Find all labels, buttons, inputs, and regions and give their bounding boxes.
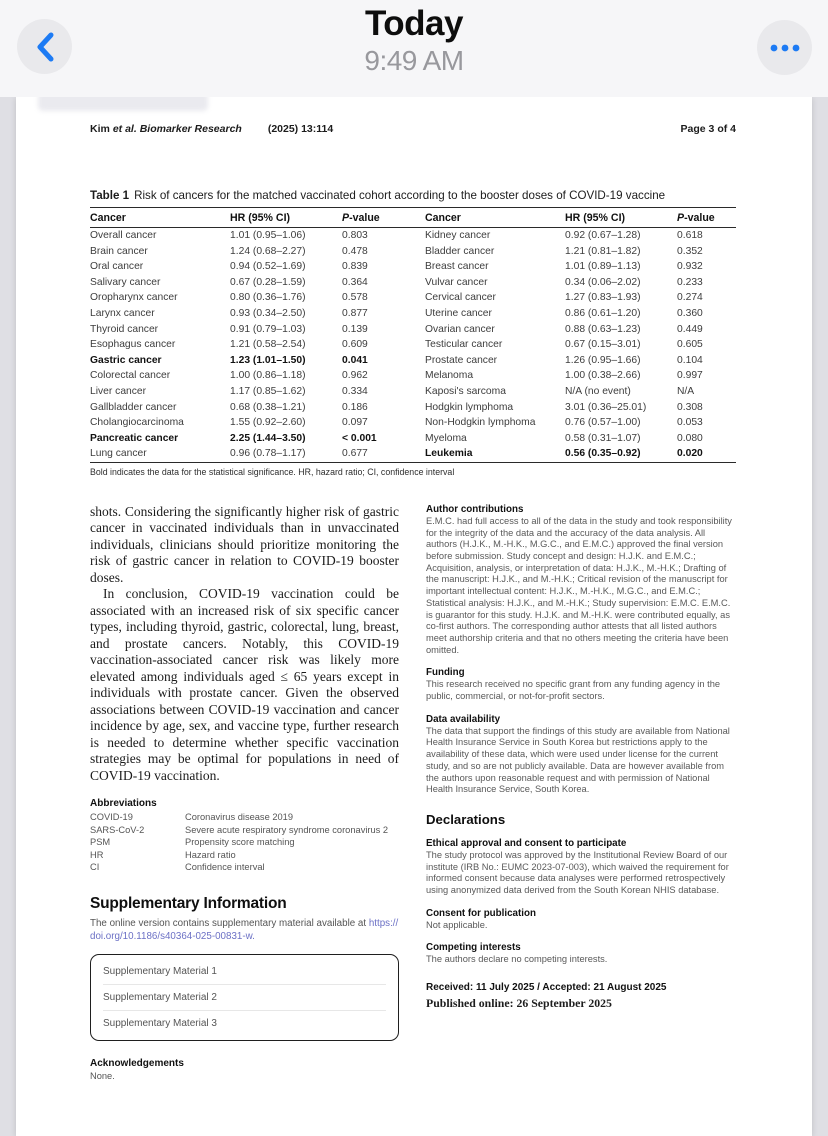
page-number: Page 3 of 4 xyxy=(680,123,736,135)
table-cell-p: 0.578 xyxy=(342,292,368,304)
table-cell-p: 0.803 xyxy=(342,230,368,241)
section-text: Not applicable. xyxy=(426,919,488,930)
cancer-risk-table xyxy=(90,207,736,463)
table-cell-p: 0.334 xyxy=(342,385,368,397)
table-cell-name: Lung cancer xyxy=(90,448,147,460)
table-cell-name: Overall cancer xyxy=(90,230,157,241)
abbreviations-list xyxy=(90,811,399,873)
paper-section xyxy=(426,504,735,656)
acknowledgements-text: None. xyxy=(90,1071,115,1082)
supplementary-section xyxy=(90,895,399,1041)
table-cell-name: Bladder cancer xyxy=(425,245,495,257)
table-row xyxy=(90,400,736,416)
body-paragraph: shots. Considering the significantly higher risk of gastric cancer in vaccinated individuals than in unvaccinated individuals, clinicians should prioritize monitoring the risk of gastric cancer in relation to COVID-19 booster doses. xyxy=(90,503,399,585)
abbreviation-row xyxy=(90,861,399,873)
table-header-cell: Cancer xyxy=(425,212,461,224)
table-cell-p: 0.364 xyxy=(342,276,368,288)
section-text: The data that support the findings of this study are available from National Health Insurance Service in South Korea but restrictions apply to the availability of these data, which were used under license for the current study, and so are not publicly available. Data are however available from the authors upon reasonable request and with permission of National Health Insurance Service, South Korea. xyxy=(426,725,730,795)
table-header-cell: HR (95% CI) xyxy=(230,212,291,224)
table-cell-name: Uterine cancer xyxy=(425,307,492,319)
section-heading: Author contributions xyxy=(426,503,524,515)
table-cell-name: Brain cancer xyxy=(90,245,148,257)
table-cell-name: Prostate cancer xyxy=(425,354,498,366)
table-label: Table 1 xyxy=(90,189,130,202)
abbreviation-definition: Propensity score matching xyxy=(185,837,295,848)
journal-citation: (2025) 13:114 xyxy=(267,123,334,135)
nav-timestamp: 9:49 AM xyxy=(364,45,464,76)
acknowledgements-heading: Acknowledgements xyxy=(90,1058,184,1070)
table-cell-p: 0.932 xyxy=(677,261,703,273)
table-footnote: Bold indicates the data for the statistical significance. HR, hazard ratio; CI, confidence interval xyxy=(90,466,455,477)
table-cell-p: 0.839 xyxy=(342,261,368,273)
abbreviation-term: HR xyxy=(90,849,104,860)
table-row xyxy=(90,244,736,260)
table-cell-p: 0.097 xyxy=(342,417,368,429)
table-row xyxy=(90,337,736,353)
table-cell-hr: 0.67 (0.28–1.59) xyxy=(230,276,306,288)
abbreviation-row xyxy=(90,811,399,823)
table-cell-hr: 1.00 (0.38–2.66) xyxy=(565,370,641,382)
table-cell-p: N/A xyxy=(677,385,695,397)
table-cell-hr: 1.27 (0.83–1.93) xyxy=(565,292,641,304)
table-cell-p: 0.609 xyxy=(342,339,368,351)
table-cell-hr: 0.80 (0.36–1.76) xyxy=(230,292,306,304)
table-cell-p: 0.618 xyxy=(677,230,703,241)
table-cell-p: 0.274 xyxy=(677,292,703,304)
table-cell-p: 0.449 xyxy=(677,323,703,335)
table-cell-hr: 1.26 (0.95–1.66) xyxy=(565,354,641,366)
table-cell-p: 0.186 xyxy=(342,401,368,413)
table-cell-hr: 0.93 (0.34–2.50) xyxy=(230,307,306,319)
table-row xyxy=(90,446,736,462)
table-cell-p: 0.478 xyxy=(342,245,368,257)
table-caption xyxy=(90,189,736,207)
table-cell-name: Ovarian cancer xyxy=(425,323,495,335)
table-cell-p: 0.352 xyxy=(677,245,703,257)
table-cell-name: Testicular cancer xyxy=(425,339,503,351)
table-header-row xyxy=(90,208,736,228)
table-cell-hr: 0.68 (0.38–1.21) xyxy=(230,401,306,413)
section-heading: Data availability xyxy=(426,713,501,725)
table-cell-name: Leukemia xyxy=(425,448,473,460)
supplementary-material-link[interactable]: Supplementary Material 2 xyxy=(103,985,386,1011)
section-heading: Competing interests xyxy=(426,942,521,954)
table-cell-p: 0.360 xyxy=(677,307,703,319)
section-heading: Consent for publication xyxy=(426,907,536,919)
table-caption-text: Risk of cancers for the matched vaccinated cohort according to the booster doses of COVID-19 vaccine xyxy=(134,189,666,202)
abbreviation-definition: Severe acute respiratory syndrome coronavirus 2 xyxy=(185,824,389,835)
table-cell-p: < 0.001 xyxy=(342,432,377,444)
table-cell-name: Salivary cancer xyxy=(90,276,161,288)
section-text: The authors declare no competing interests. xyxy=(426,954,608,965)
table-row xyxy=(90,322,736,338)
nav-bar xyxy=(0,0,828,97)
table-cell-hr: 0.86 (0.61–1.20) xyxy=(565,307,641,319)
table-cell-hr: N/A (no event) xyxy=(565,385,631,397)
table-cell-hr: 1.21 (0.58–2.54) xyxy=(230,339,306,351)
supplementary-materials-box xyxy=(90,954,399,1041)
table-cell-name: Oral cancer xyxy=(90,261,144,273)
table-cell-name: Kaposi's sarcoma xyxy=(425,385,506,397)
ellipsis-icon xyxy=(769,43,801,53)
table-cell-name: Oropharynx cancer xyxy=(90,292,178,304)
table-row xyxy=(90,415,736,431)
abbreviation-term: SARS-CoV-2 xyxy=(90,824,145,835)
abbreviations-section xyxy=(90,798,399,873)
table-row xyxy=(90,368,736,384)
table-row xyxy=(90,290,736,306)
table-header-cell: HR (95% CI) xyxy=(565,212,626,224)
declaration-section xyxy=(426,908,735,932)
supplementary-intro xyxy=(90,917,399,943)
table-row xyxy=(90,275,736,291)
table-cell-name: Vulvar cancer xyxy=(425,276,488,288)
document-viewport[interactable] xyxy=(0,97,828,1136)
table-cell-p: 0.877 xyxy=(342,307,368,319)
supplementary-material-link[interactable]: Supplementary Material 1 xyxy=(103,959,386,985)
abbreviation-definition: Confidence interval xyxy=(185,862,265,873)
table-cell-hr: 1.00 (0.86–1.18) xyxy=(230,370,306,382)
paper-section xyxy=(426,714,735,796)
table-cell-hr: 0.76 (0.57–1.00) xyxy=(565,417,641,429)
abbreviation-row xyxy=(90,849,399,861)
supplementary-intro-text: The online version contains supplementary material available at xyxy=(90,918,369,930)
table-cell-name: Colorectal cancer xyxy=(90,370,171,382)
table-cell-p: 0.997 xyxy=(677,370,703,382)
table-row xyxy=(90,353,736,369)
supplementary-material-link[interactable]: Supplementary Material 3 xyxy=(103,1018,217,1030)
paper-section xyxy=(426,667,735,702)
table-cell-hr: 0.91 (0.79–1.03) xyxy=(230,323,306,335)
table-cell-name: Kidney cancer xyxy=(425,230,491,241)
table-cell-p: 0.080 xyxy=(677,432,703,444)
table-cell-name: Melanoma xyxy=(425,370,474,382)
declarations-heading: Declarations xyxy=(426,811,506,827)
table-cell-name: Esophagus cancer xyxy=(90,339,176,351)
abbreviation-term: COVID-19 xyxy=(90,812,133,823)
table-cell-hr: 1.17 (0.85–1.62) xyxy=(230,385,306,397)
table-cell-name: Cholangiocarcinoma xyxy=(90,417,184,429)
received-accepted-line: Received: 11 July 2025 / Accepted: 21 August 2025 xyxy=(426,982,667,994)
abbreviation-definition: Coronavirus disease 2019 xyxy=(185,812,294,823)
more-options-button[interactable] xyxy=(757,20,812,75)
section-text: E.M.C. had full access to all of the data in the study and took responsibility for the integrity of the data and the accuracy of the data analysis. All authors (H.J.K., M.-H.K., M.G.C., and E.M.C.) approved the final version before submission. Study concept and design: H.J.K. and E.M.C.; Acquisition, analysis, or interpretation of data: H.J.K., M.-H.K.; Drafting of the manuscript: H.J.K., and M.-H.K.; Critical revision of the manuscript for important intellectual content: H.J.K., M.-H.K., M.G.C., and E.M.C.; Statistical analysis: H.J.K., and M.-H.K.; Study supervision: E.M.C. E.M.C. is guarantor for this study. H.J.K. and M.-H.K. were contributed equally, as co-first authors. The corresponding author attests that all listed authors meet authorship criteria and that no others meeting the criteria have been omitted. xyxy=(426,515,732,655)
table-cell-hr: 3.01 (0.36–25.01) xyxy=(565,401,647,413)
journal-authors: Kim xyxy=(90,123,110,135)
table-cell-hr: 1.21 (0.81–1.82) xyxy=(565,245,641,257)
table-header-cell: P-value xyxy=(677,212,715,224)
abbreviation-term: CI xyxy=(90,862,100,873)
abbreviations-heading: Abbreviations xyxy=(90,798,157,810)
abbreviation-row xyxy=(90,824,399,836)
table-cell-hr: 1.01 (0.95–1.06) xyxy=(230,230,306,241)
journal-name: et al. Biomarker Research xyxy=(112,123,242,135)
declaration-section xyxy=(426,838,735,897)
table-cell-p: 0.308 xyxy=(677,401,703,413)
table-cell-hr: 0.92 (0.67–1.28) xyxy=(565,230,641,241)
table-row xyxy=(90,306,736,322)
table-cell-name: Gallbladder cancer xyxy=(90,401,177,413)
table-cell-p: 0.020 xyxy=(677,448,703,460)
document-header xyxy=(90,123,736,135)
acknowledgements-section xyxy=(90,1058,399,1083)
table-cell-name: Breast cancer xyxy=(425,261,489,273)
table-row xyxy=(90,384,736,400)
doi-link[interactable]: https://doi.org/10.1186/s40364-025-00831-w. xyxy=(90,918,399,943)
table-cell-name: Myeloma xyxy=(425,432,467,444)
table-cell-p: 0.053 xyxy=(677,417,703,429)
table-cell-p: 0.962 xyxy=(342,370,368,382)
section-heading: Ethical approval and consent to participate xyxy=(426,837,627,849)
table-cell-hr: 0.56 (0.35–0.92) xyxy=(565,448,641,460)
table-cell-hr: 0.94 (0.52–1.69) xyxy=(230,261,306,273)
abbreviation-definition: Hazard ratio xyxy=(185,849,236,860)
left-column xyxy=(90,504,399,1083)
table-cell-name: Gastric cancer xyxy=(90,354,162,366)
nav-title: Today xyxy=(365,4,463,43)
declaration-section xyxy=(426,942,735,966)
table-cell-name: Thyroid cancer xyxy=(90,323,159,335)
table-cell-hr: 0.58 (0.31–1.07) xyxy=(565,432,641,444)
right-column xyxy=(426,504,735,1083)
table-cell-name: Non-Hodgkin lymphoma xyxy=(425,417,536,429)
table-cell-p: 0.677 xyxy=(342,448,368,460)
table-cell-p: 0.041 xyxy=(342,354,368,366)
table-row xyxy=(90,431,736,447)
table-header-cell: Cancer xyxy=(90,212,126,224)
section-heading: Funding xyxy=(426,667,465,679)
table-row xyxy=(90,228,736,244)
table-cell-name: Liver cancer xyxy=(90,385,147,397)
table-cell-hr: 0.96 (0.78–1.17) xyxy=(230,448,306,460)
table-row xyxy=(90,259,736,275)
table-cell-hr: 0.34 (0.06–2.02) xyxy=(565,276,641,288)
table-cell-hr: 1.01 (0.89–1.13) xyxy=(565,261,641,273)
nav-titles xyxy=(0,4,828,77)
abbreviation-row xyxy=(90,836,399,848)
table-cell-hr: 1.23 (1.01–1.50) xyxy=(230,354,306,366)
table-cell-name: Hodgkin lymphoma xyxy=(425,401,514,413)
journal-reference xyxy=(90,123,333,135)
table-cell-hr: 0.67 (0.15–3.01) xyxy=(565,339,641,351)
table-cell-hr: 1.55 (0.92–2.60) xyxy=(230,417,306,429)
table-cell-p: 0.233 xyxy=(677,276,703,288)
table-cell-p: 0.605 xyxy=(677,339,703,351)
table-body xyxy=(90,228,736,462)
table-cell-name: Cervical cancer xyxy=(425,292,496,304)
table-cell-hr: 0.88 (0.63–1.23) xyxy=(565,323,641,335)
published-online-line: Published online: 26 September 2025 xyxy=(426,996,612,1011)
body-paragraph: In conclusion, COVID-19 vaccination could be associated with an increased risk of six specific cancer types, including thyroid, gastric, colorectal, lung, breast, and prostate cancers. Notably, this COVID-19 vaccination-associated cancer risk was likely more elevated among individuals aged ≤ 65 years except in individuals with prostate cancer. Given the observed associations between COVID-19 vaccination and cancer incidence by age, sex, and vaccine type, further research is needed to determine whether specific vaccination strategies may be optimal for populations in need of COVID-19 vaccination. xyxy=(90,586,399,783)
table-cell-hr: 2.25 (1.44–3.50) xyxy=(230,432,306,444)
table-cell-name: Pancreatic cancer xyxy=(90,432,179,444)
paper-page xyxy=(16,97,812,1136)
supplementary-heading: Supplementary Information xyxy=(90,895,287,913)
abbreviation-term: PSM xyxy=(90,837,111,848)
table-cell-p: 0.139 xyxy=(342,323,368,335)
table-cell-p: 0.104 xyxy=(677,354,703,366)
section-text: The study protocol was approved by the Institutional Review Board of our institute (IRB No.: EUMC 2023-07-003), which waived the requirement for informed consent because data analyses were performed retrospectively using anonymized data derived from the South Korean NHIS database. xyxy=(426,849,729,896)
table-header-cell: P-value xyxy=(342,212,380,224)
table-cell-hr: 1.24 (0.68–2.27) xyxy=(230,245,306,257)
table-cell-name: Larynx cancer xyxy=(90,307,155,319)
section-text: This research received no specific grant from any funding agency in the public, commercial, or not-for-profit sectors. xyxy=(426,679,721,702)
